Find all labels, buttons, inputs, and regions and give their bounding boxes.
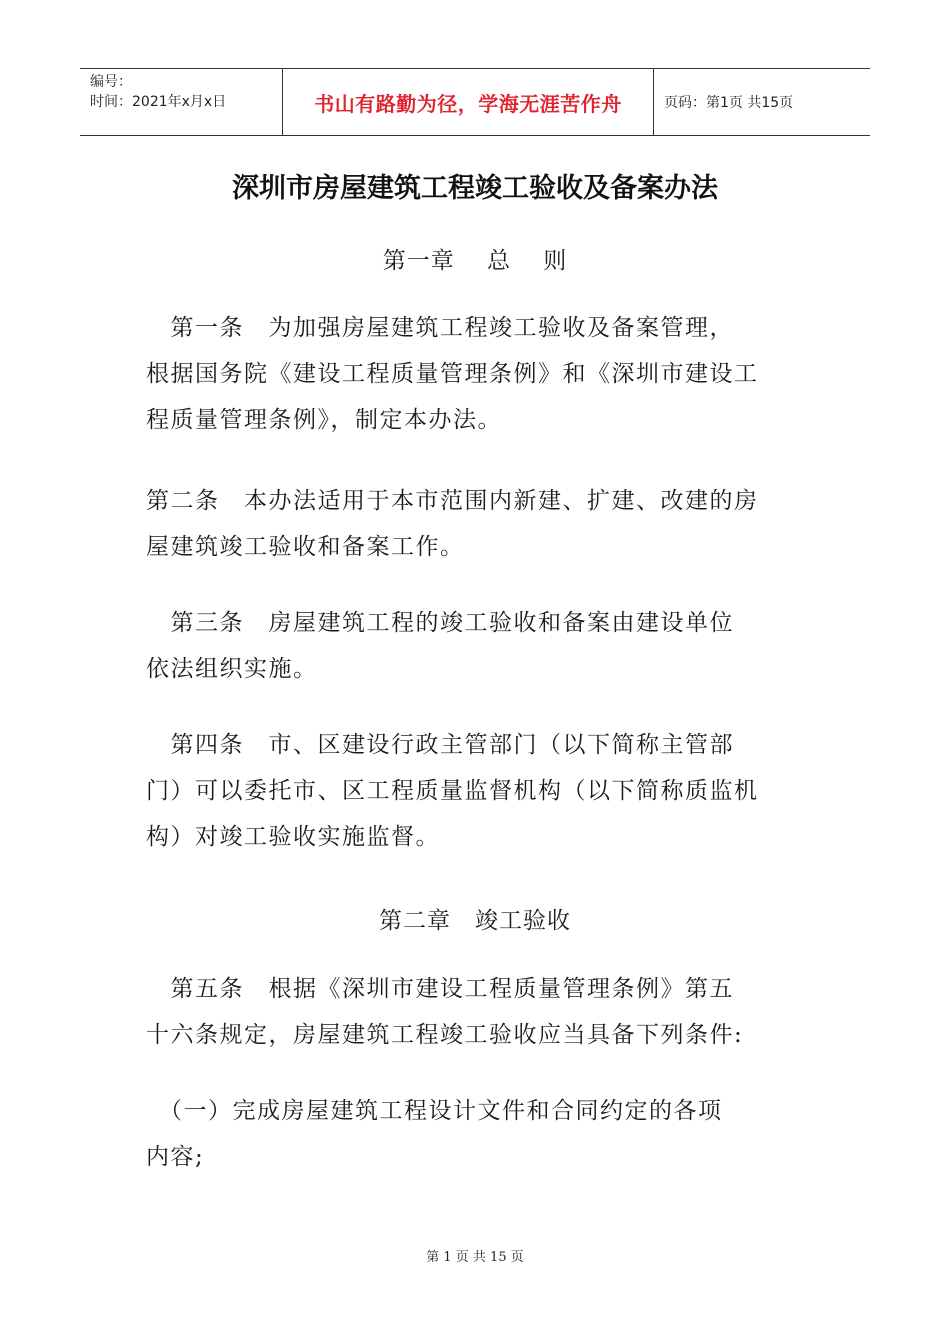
page-footer: 第 1 页 共 15 页	[426, 1250, 524, 1265]
number-label: 编号：	[90, 74, 132, 90]
article-1-line: 第一条 为加强房屋建筑工程竣工验收及备案管理，	[146, 315, 734, 341]
article-3-line: 第三条 房屋建筑工程的竣工验收和备案由建设单位	[146, 610, 734, 636]
article-1	[146, 305, 806, 443]
article-3-line: 依法组织实施。	[146, 656, 318, 682]
header-page-info: 页码：第1页 共15页	[664, 95, 794, 111]
article-5-line: 十六条规定，房屋建筑工程竣工验收应当具备下列条件:	[146, 1022, 744, 1048]
chapter-2-heading: 第二章 竣工验收	[379, 908, 571, 934]
article-4	[146, 722, 806, 860]
article-1-line: 根据国务院《建设工程质量管理条例》和《深圳市建设工	[146, 361, 759, 387]
item-1-line: （一）完成房屋建筑工程设计文件和合同约定的各项	[146, 1098, 723, 1124]
page-header	[80, 68, 870, 136]
article-1-line: 程质量管理条例》，制定本办法。	[146, 407, 502, 433]
article-4-line: 构）对竣工验收实施监督。	[146, 824, 440, 850]
article-2-line: 屋建筑竣工验收和备案工作。	[146, 534, 465, 560]
document-title: 深圳市房屋建筑工程竣工验收及备案办法	[232, 173, 718, 204]
article-5-line: 第五条 根据《深圳市建设工程质量管理条例》第五	[146, 976, 734, 1002]
header-motto: 书山有路勤为径，学海无涯苦作舟	[282, 69, 654, 135]
article-5	[146, 966, 806, 1058]
article-2	[146, 478, 806, 570]
article-3	[146, 600, 806, 692]
article-4-line: 第四条 市、区建设行政主管部门（以下简称主管部	[146, 732, 734, 758]
article-2-line: 第二条 本办法适用于本市范围内新建、扩建、改建的房	[146, 488, 759, 514]
article-4-line: 门）可以委托市、区工程质量监督机构（以下简称质监机	[146, 778, 759, 804]
item-1	[146, 1088, 806, 1180]
header-meta	[80, 69, 282, 135]
time-label: 时间：2021年x月x日	[90, 94, 227, 110]
item-1-line: 内容;	[146, 1144, 205, 1170]
chapter-1-heading: 第一章 总 则	[382, 248, 568, 274]
